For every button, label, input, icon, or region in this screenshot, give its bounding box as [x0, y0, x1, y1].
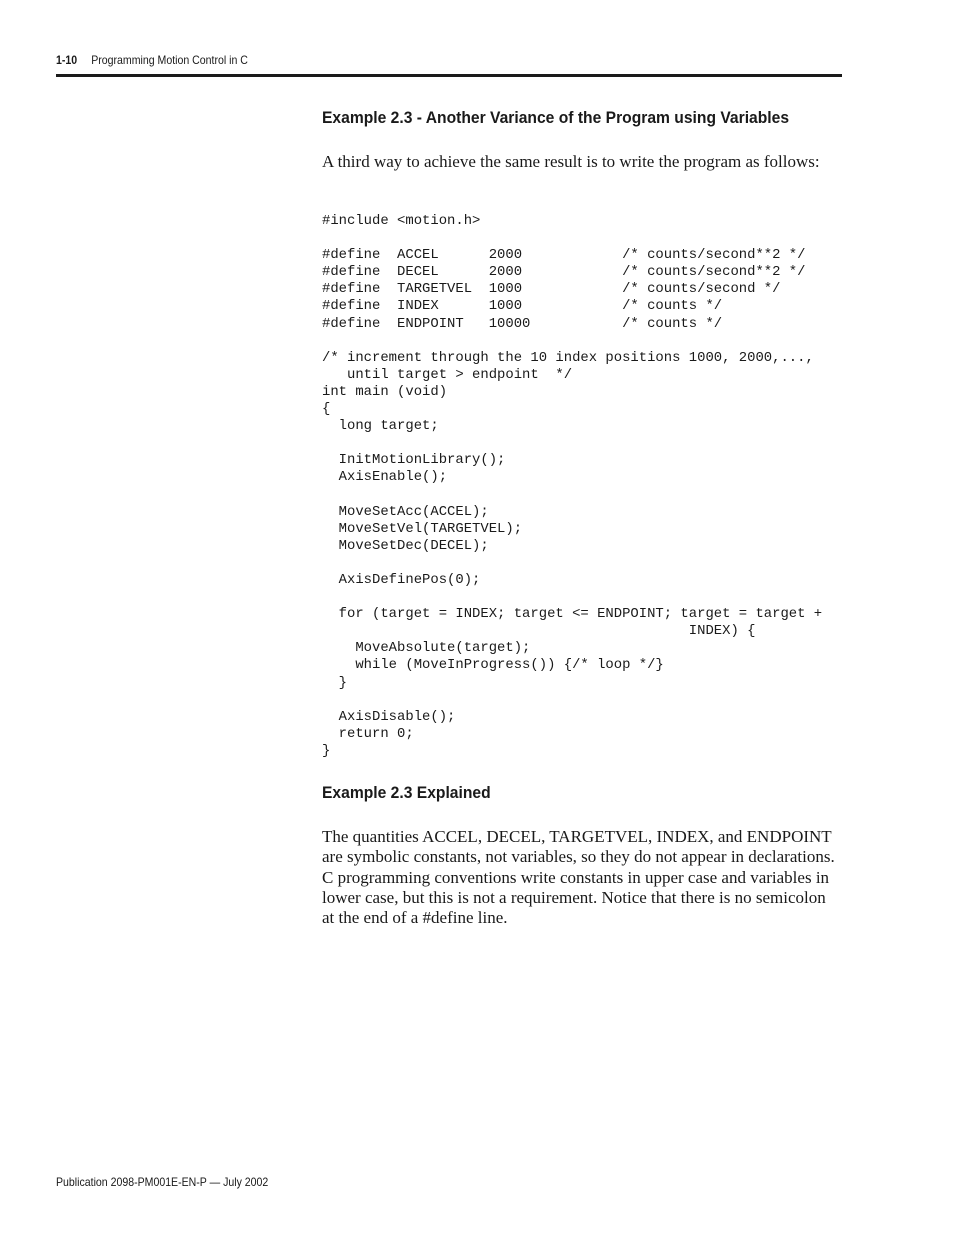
page-number: 1-10	[56, 53, 78, 67]
header-rule	[56, 74, 842, 77]
page-footer: Publication 2098-PM001E-EN-P — July 2002	[56, 1175, 269, 1189]
intro-paragraph: A third way to achieve the same result is to write the program as follows:	[322, 152, 820, 171]
explanation-paragraph: The quantities ACCEL, DECEL, TARGETVEL, INDEX, and ENDPOINT are symbolic constants, not variables, so they do not appear in declarations. C programming conventions write constants in upper case and variables in lower case, but this is not a requirement. Notice that there is no semicolon at the end of a #define line.	[322, 827, 835, 928]
code-listing: #include <motion.h> #define ACCEL 2000 /* counts/second**2 */ #define DECEL 2000 /* counts/second**2 */ #define TARGETVEL 1000 /* counts/second */ #define INDEX 1000 /* counts */ #define ENDPOINT 10000 /* counts */ /* increment through the 10 index positions 1000, 2000,..., until target > endpoint */ int main (void) { long target; InitMotionLibrary(); AxisEnable(); MoveSetAcc(ACCEL); MoveSetVel(TARGETVEL); MoveSetDec(DECEL); AxisDefinePos(0); for (target = INDEX; target <= ENDPOINT; target = target + INDEX) { MoveAbsolute(target); while (MoveInProgress()) {/* loop */} } AxisDisable(); return 0; }	[322, 213, 823, 759]
explained-heading: Example 2.3 Explained	[322, 783, 491, 802]
page-header	[56, 52, 248, 68]
example-heading: Example 2.3 - Another Variance of the Program using Variables	[322, 108, 790, 127]
section-title: Programming Motion Control in C	[91, 53, 248, 67]
